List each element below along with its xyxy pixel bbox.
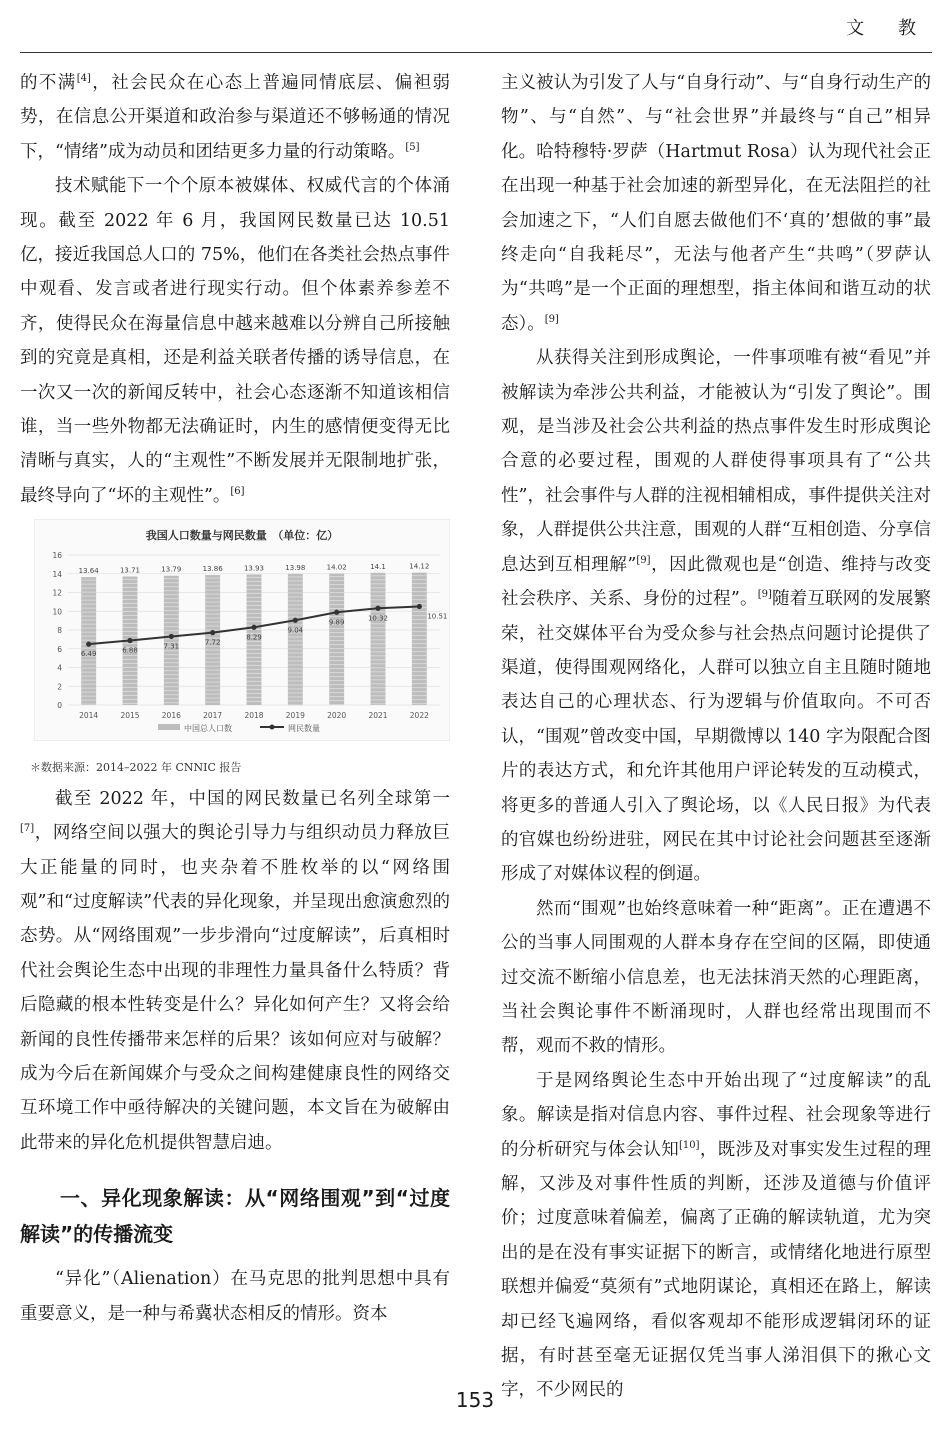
bar-data-label: 14.1 [370,563,386,572]
x-tick-label: 2021 [368,711,388,721]
point-netizens [251,625,256,630]
page-number: 153 [455,1388,495,1412]
y-tick-label: 0 [57,701,62,711]
point-netizens [210,630,215,635]
bar-data-label: 13.79 [161,566,182,574]
bar-data-label: 13.86 [202,565,223,574]
citation: [9] [757,589,772,601]
section-heading: 一、异化现象解读：从“网络围观”到“过度解读”的传播流变 [20,1186,450,1247]
point-netizens [293,618,298,623]
bar-population [412,573,427,705]
population-netizen-chart [34,519,450,741]
point-netizens [127,638,132,643]
point-netizens [334,610,339,615]
point-netizens [375,606,380,611]
paragraph: “异化”（Alienation）在马克思的批判思想中具有重要意义，是一种与希冀状态相反的情形。资本 [20,1269,450,1324]
line-data-label: 6.88 [122,646,138,655]
point-netizens [169,634,174,639]
citation: [4] [76,73,91,84]
y-tick-label: 4 [57,663,62,673]
paragraph: 然而“围观”也始终意味着一种“距离”。正在遭遇不公的当事人同围观的人群本身存在空间的区隔，即使通过交流不断缩小信息差，也无法抹消天然的心理距离，当社会舆论事件不断涌现时，人群也经常出现围而不帮，观而不救的情形。 [501,898,931,1057]
legend-swatch-population [158,724,180,730]
y-tick-label: 16 [52,551,62,561]
x-tick-label: 2017 [203,711,223,721]
line-data-label: 7.31 [163,642,180,651]
bar-data-label: 13.71 [119,566,141,575]
bar-data-label: 14.02 [326,563,347,572]
paragraph: 截至 2022 年，中国的网民数量已名列全球第一[7]，网络空间以强大的舆论引导力与组织动员力释放巨大正能量的同时，也夹杂着不胜枚举的以“网络围观”和“过度解读”代表的异化现象，并呈现出愈演愈烈的态势。从“网络围观”一步步滑向“过度解读”，后真相时代社会舆论生态中出现的非理性力量具备什么特质？背后隐藏的根本性转变是什么？异化如何产生？又将会给新闻的良性传播带来怎样的后果？该如何应对与破解？成为今后在新闻媒介与受众之间构建健康良性的网络交互环境工作中亟待解决的关键问题，本文旨在为破解由此带来的异化危机提供智慧启迪。 [20,788,450,1153]
x-tick-label: 2015 [120,711,140,721]
x-tick-label: 2022 [409,711,429,721]
x-tick-label: 2014 [79,711,99,721]
header-rule [20,52,932,53]
left-column [20,66,450,1331]
y-tick-label: 14 [52,570,62,580]
bar-population [329,574,344,705]
paragraph: 技术赋能下一个个原本被媒体、权威代言的个体涌现。截至 2022 年 6 月，我国网民数量已达 10.51 亿，接近我国总人口的 75%，他们在各类社会热点事件中观看、发言或者进行现实行动。但个体素养参差不齐，使得民众在海量信息中越来越难以分辨自己所接触到的究竟是真相，还是利益关联者传播的诱导信息，在一次又一次的新闻反转中，社会心态逐渐不知道该相信谁，当一些外物都无法确证时，内生的感情便变得无比清晰与真实，人的“主观性”不断发展并无限制地扩张，最终导向了“坏的主观性”。[6] [20,176,450,506]
citation: [5] [405,141,420,153]
paragraph: 主义被认为引发了人与“自身行动”、与“自身行动生产的物”、与“自然”、与“社会世界”并最终与“自己”相异化。哈特穆特·罗萨（Hartmut Rosa）认为现代社会正在出现一种基于社会加速的新型异化，在无法阻拦的社会加速之下，“人们自愿去做他们不‘真的’想做的事”最终走向“自我耗尽”，无法与他者产生“共鸣”（罗萨认为“共鸣”是一个正面的理想型，指主体间和谐互动的状态）。[9] [501,73,931,334]
citation: [6] [230,485,245,497]
point-netizens [86,642,91,647]
chart-title: 我国人口数量与网民数量 （单位：亿） [145,529,339,543]
line-data-label: 8.29 [246,633,262,642]
x-tick-label: 2020 [327,711,347,721]
y-tick-label: 6 [57,645,62,655]
line-data-label: 9.89 [328,618,345,627]
y-tick-label: 2 [57,682,62,692]
legend-netizens: 网民数量 [288,724,320,734]
y-tick-label: 8 [57,626,62,636]
line-data-label: 10.32 [367,614,389,623]
line-data-label: 6.49 [80,650,97,659]
x-tick-label: 2018 [244,711,264,721]
paragraph: 于是网络舆论生态中开始出现了“过度解读”的乱象。解读是指对信息内容、事件过程、社会现象等进行的分析研究与体会认知[10]，既涉及对事实发生过程的理解，又涉及对事件性质的判断，还涉及道德与价值评价；过度意味着偏差，偏离了正确的解读轨道，尤为突出的是在没有事实证据下的断言，或情绪化地进行原型联想并偏爱“莫须有”式地阴谋论，真相还在路上，解读却已经飞遍网络，看似客观却不能形成逻辑闭环的证据，有时甚至毫无证据仅凭当事人涕泪俱下的揪心文字，不少网民的 [501,1070,932,1401]
paragraph: 从获得关注到形成舆论，一件事项唯有被“看见”并被解读为牵涉公共利益，才能被认为“引发了舆论”。围观，是当涉及社会公共利益的热点事件发生时形成舆论合意的必要过程，围观的人群使得事项具有了“公共性”，社会事件与人群的注视相辅相成，事件提供关注对象，人群提供公共注意，围观的人群“互相创造、分享信息达到互相理解”[9]，因此微观也是“创造、维持与改变社会秩序、关系、身份的过程”。[9]随着互联网的发展繁荣，社交媒体平台为受众参与社会热点问题讨论提供了渠道，使得围观网络化，人群可以独立自主且随时随地表达自己的心理状态、行为逻辑与价值取向。不可否认，“围观”曾改变中国，早期微博以 140 字为限配合图片的表达方式，和允许其他用户评论转发的互动模式，将更多的普通人引入了舆论场，以《人民日报》为代表的官媒也纷纷进驻，网民在其中讨论社会问题甚至逐渐形成了对媒体议程的倒逼。 [501,348,931,885]
citation: [10] [679,1139,700,1151]
x-tick-label: 2016 [161,711,181,721]
y-tick-label: 12 [52,588,62,598]
line-data-label: 10.51 [427,612,448,621]
chart-source-note: ＊数据来源：2014–2022 年 CNNIC 报告 [30,760,242,774]
point-netizens [417,604,422,609]
citation: [9] [636,554,651,566]
bar-data-label: 13.93 [243,564,265,573]
citation: [9] [544,313,559,325]
paragraph: 的不满[4]，社会民众在心态上普遍同情底层、偏袒弱势，在信息公开渠道和政治参与渠道还不够畅通的情况下，“情绪”成为动员和团结更多力量的行动策略。[5] [20,73,451,162]
section-header: 文 教 [846,18,930,39]
y-tick-label: 10 [52,607,62,617]
bar-population [371,573,386,705]
line-data-label: 9.04 [287,626,304,635]
legend-population: 中国总人口数 [184,724,232,734]
line-data-label: 7.72 [204,638,221,647]
right-column [501,66,931,1408]
bar-data-label: 13.98 [285,564,306,573]
citation: [7] [20,823,35,835]
bar-data-label: 13.64 [78,567,99,576]
x-tick-label: 2019 [285,711,305,721]
bar-data-label: 14.12 [409,562,430,571]
